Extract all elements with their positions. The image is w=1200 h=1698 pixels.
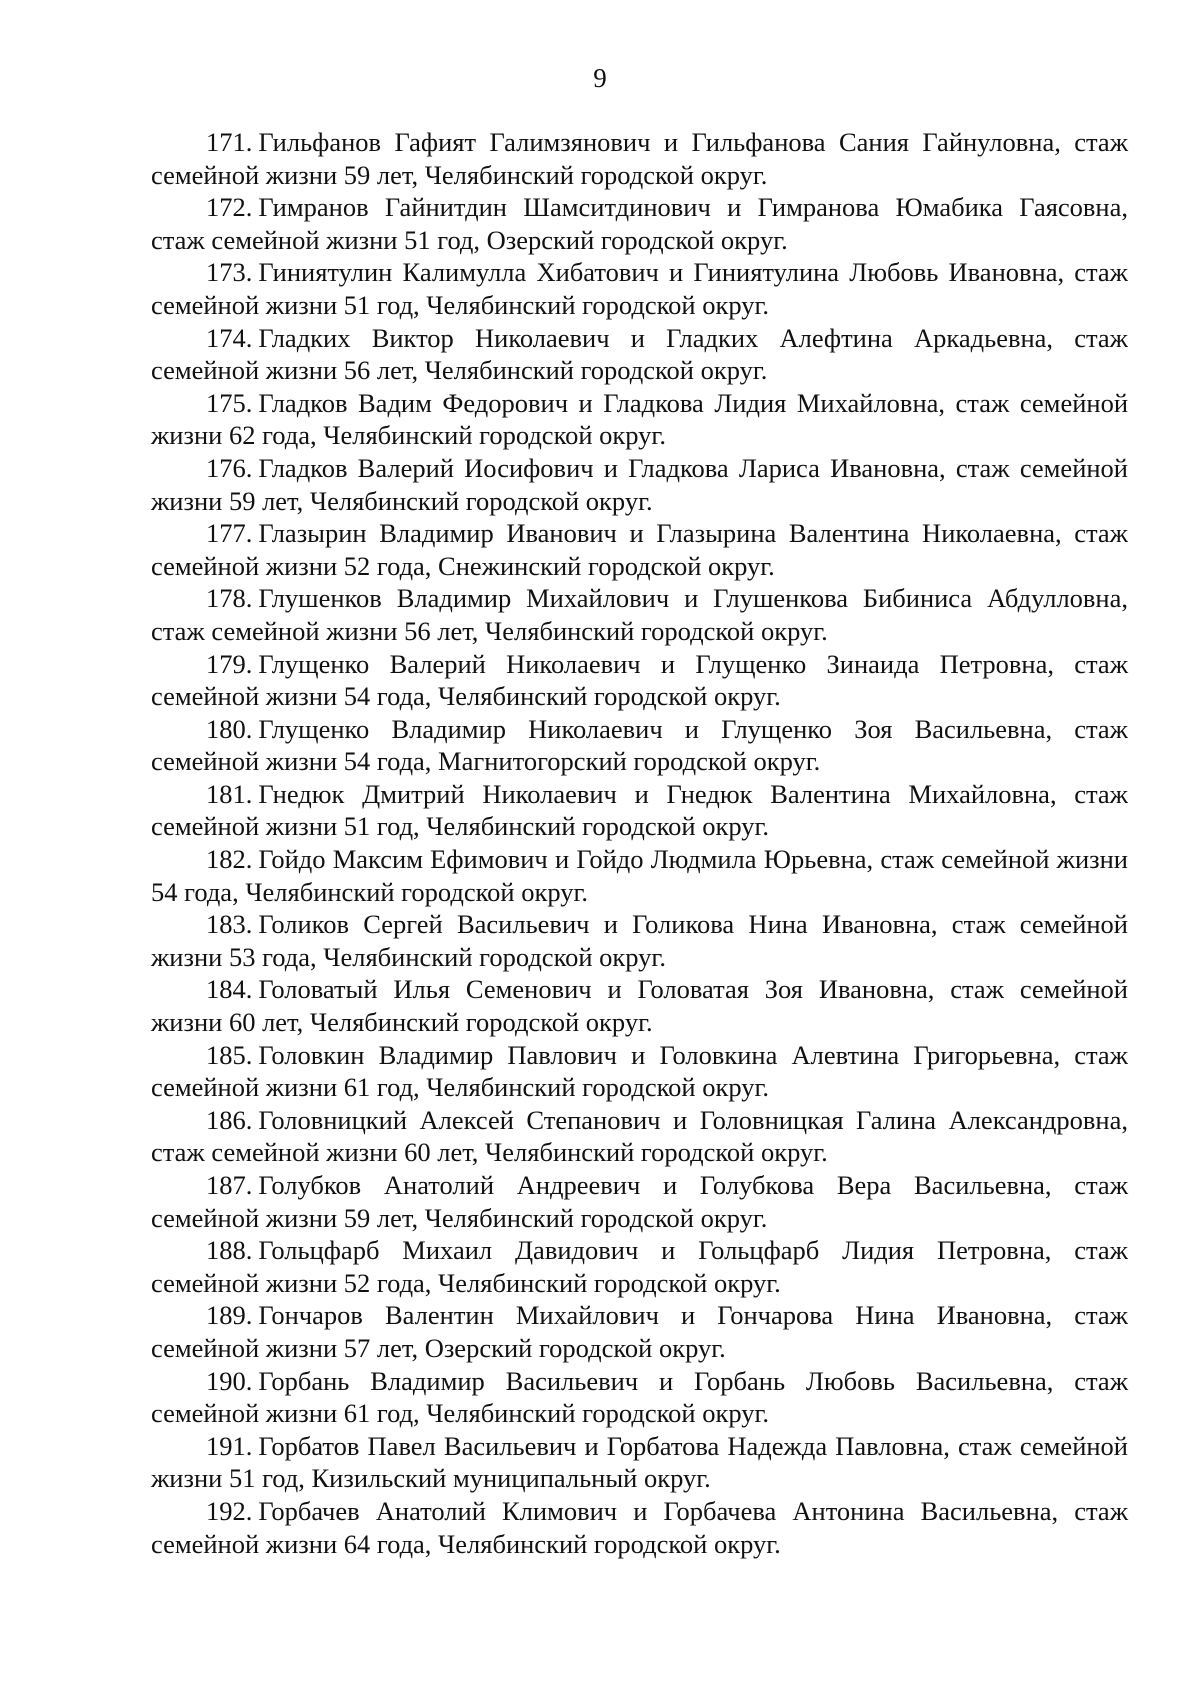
list-item [151, 843, 1128, 908]
list-item [151, 322, 1128, 387]
list-item [151, 1495, 1128, 1560]
list-item [151, 1104, 1128, 1169]
entry-text: Гольцфарб Михаил Давидович и Гольцфарб Лидия Петровна, стаж семейной жизни 52 года, Челябинский городской округ. [151, 1235, 1128, 1298]
list-item [151, 582, 1128, 647]
list-item [151, 778, 1128, 843]
list-item [151, 1169, 1128, 1234]
list-item [151, 517, 1128, 582]
entry-text: Глущенко Валерий Николаевич и Глущенко Зинаида Петровна, стаж семейной жизни 54 года, Челябинский городской округ. [151, 648, 1128, 712]
entry-text: Горбань Владимир Васильевич и Горбань Любовь Васильевна, стаж семейной жизни 61 год, Челябинский городской округ. [151, 1365, 1128, 1429]
entry-text: Глущенко Владимир Николаевич и Глущенко Зоя Васильевна, стаж семейной жизни 54 года, Магнитогорский городской округ. [151, 713, 1128, 777]
entry-text: Гнедюк Дмитрий Николаевич и Гнедюк Валентина Михайловна, стаж семейной жизни 51 год, Челябинский городской округ. [151, 778, 1128, 842]
entry-text: Горбачев Анатолий Климович и Горбачева Антонина Васильевна, стаж семейной жизни 64 года, Челябинский городской округ. [151, 1495, 1128, 1559]
list-item [151, 256, 1128, 321]
entry-number: 178. [206, 583, 253, 614]
entry-text: Гладков Вадим Федорович и Гладкова Лидия Михайловна, стаж семейной жизни 62 года, Челябинский городской округ. [151, 387, 1128, 451]
entry-number: 171. [206, 127, 253, 157]
list-item [151, 126, 1128, 191]
entry-number: 177. [206, 518, 253, 549]
entry-number: 185. [206, 1039, 253, 1070]
entry-number: 172. [206, 192, 253, 223]
entry-number: 176. [206, 452, 253, 483]
list-item [151, 908, 1128, 973]
list-item [151, 191, 1128, 256]
entry-text: Гладков Валерий Иосифович и Гладкова Лариса Ивановна, стаж семейной жизни 59 лет, Челябинский городской округ. [151, 452, 1128, 516]
list-item [151, 1365, 1128, 1430]
entry-text: Горбатов Павел Васильевич и Горбатова Надежда Павловна, стаж семейной жизни 51 год, Кизильский муниципальный округ. [151, 1430, 1128, 1494]
entry-list [151, 126, 1128, 1560]
entry-text: Голубков Анатолий Андреевич и Голубкова Вера Васильевна, стаж семейной жизни 59 лет, Челябинский городской округ. [151, 1170, 1128, 1233]
entry-text: Головницкий Алексей Степанович и Головницкая Галина Александровна, стаж семейной жизни 60 лет, Челябинский городской округ. [151, 1104, 1128, 1168]
entry-number: 189. [206, 1300, 253, 1331]
entry-number: 191. [206, 1430, 253, 1461]
entry-number: 190. [206, 1365, 253, 1396]
entry-text: Голиков Сергей Васильевич и Голикова Нина Ивановна, стаж семейной жизни 53 года, Челябинский городской округ. [151, 909, 1128, 972]
entry-text: Гиниятулин Калимулла Хибатович и Гиниятулина Любовь Ивановна, стаж семейной жизни 51 год, Челябинский городской округ. [151, 257, 1128, 320]
entry-number: 181. [206, 778, 253, 809]
entry-number: 175. [206, 387, 253, 418]
entry-number: 184. [206, 974, 253, 1005]
entry-text: Глазырин Владимир Иванович и Глазырина Валентина Николаевна, стаж семейной жизни 52 года, Снежинский городской округ. [151, 518, 1128, 581]
entry-number: 188. [206, 1235, 253, 1266]
entry-text: Головкин Владимир Павлович и Головкина Алевтина Григорьевна, стаж семейной жизни 61 год, Челябинский городской округ. [151, 1039, 1128, 1103]
list-item [151, 973, 1128, 1038]
entry-number: 182. [206, 844, 253, 875]
entry-number: 179. [206, 648, 253, 679]
entry-number: 187. [206, 1170, 253, 1200]
list-item [151, 1299, 1128, 1364]
entry-number: 192. [206, 1495, 253, 1526]
list-item [151, 1234, 1128, 1299]
entry-number: 174. [206, 322, 253, 353]
list-item [151, 387, 1128, 452]
list-item [151, 452, 1128, 517]
list-item [151, 648, 1128, 713]
entry-text: Гладких Виктор Николаевич и Гладких Алефтина Аркадьевна, стаж семейной жизни 56 лет, Челябинский городской округ. [151, 322, 1128, 386]
entry-text: Головатый Илья Семенович и Головатая Зоя Ивановна, стаж семейной жизни 60 лет, Челябинский городской округ. [151, 974, 1128, 1038]
entry-text: Глушенков Владимир Михайлович и Глушенкова Бибиниса Абдулловна, стаж семейной жизни 56 лет, Челябинский городской округ. [151, 583, 1128, 646]
entry-text: Гончаров Валентин Михайлович и Гончарова Нина Ивановна, стаж семейной жизни 57 лет, Озерский городской округ. [151, 1300, 1128, 1363]
list-item [151, 1039, 1128, 1104]
list-item [151, 1430, 1128, 1495]
entry-number: 173. [206, 257, 253, 288]
entry-number: 186. [206, 1104, 253, 1135]
list-item [151, 713, 1128, 778]
page-number: 9 [593, 63, 607, 93]
entry-number: 180. [206, 713, 253, 744]
entry-number: 183. [206, 909, 253, 940]
entry-text: Гимранов Гайнитдин Шамситдинович и Гимранова Юмабика Гаясовна, стаж семейной жизни 51 год, Озерский городской округ. [151, 192, 1128, 255]
entry-text: Гильфанов Гафият Галимзянович и Гильфанова Сания Гайнуловна, стаж семейной жизни 59 лет, Челябинский городской округ. [151, 127, 1128, 190]
entry-text: Гойдо Максим Ефимович и Гойдо Людмила Юрьевна, стаж семейной жизни 54 года, Челябинский городской округ. [151, 844, 1128, 907]
